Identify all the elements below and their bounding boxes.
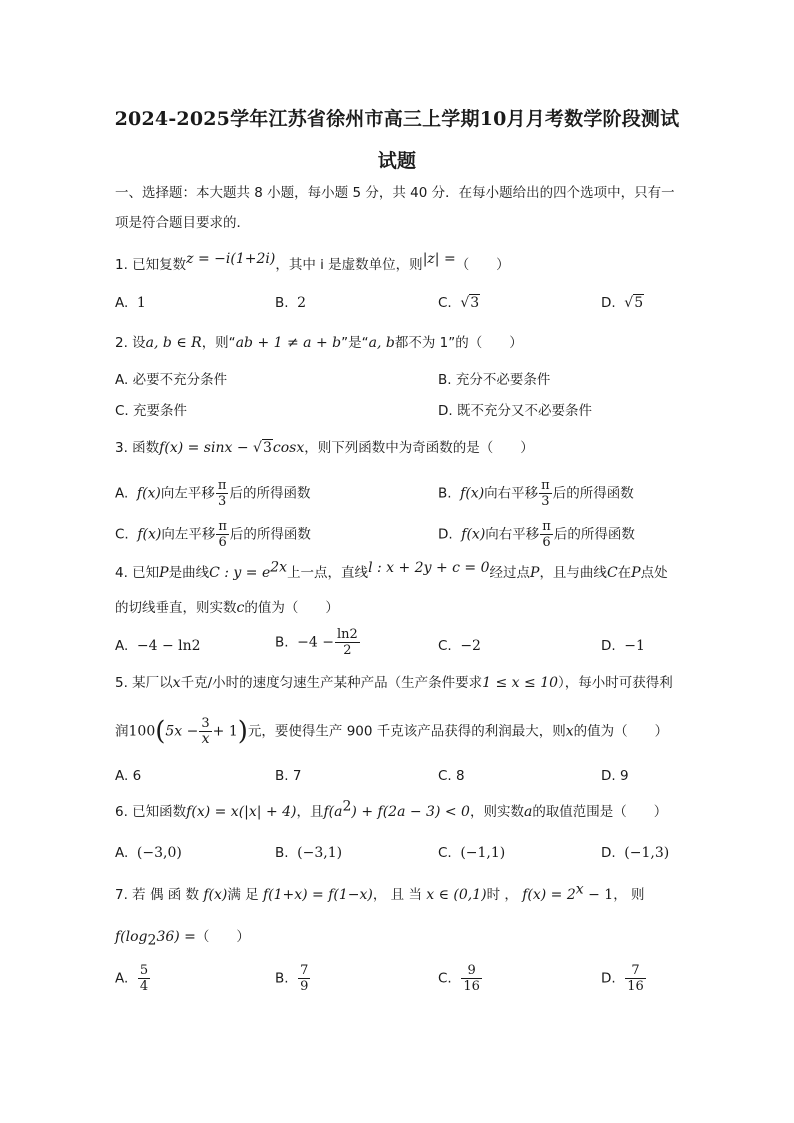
q4-option-c[interactable]: C. −2 [438, 638, 481, 654]
question-7: 7. 若 偶 函 数 f(x)满 足 f(1+x) = f(1−x)， 且 当 x ∈ (0,1)时 ， $f(x) = 2^x - 1$， 则 [115, 881, 645, 903]
q5-option-d[interactable]: D. 9 [601, 768, 629, 784]
question-5-continued: 润100(5x − $\frac{3}{x}$ + 1)元，要使得生产 900 千克该产品获得的利润最大，则x的值为（ ） [115, 716, 669, 747]
q7-option-b[interactable]: B. $\frac{7}{9}$ [275, 963, 309, 994]
question-6: 6. 已知函数f(x) = x(|x| + 4)，且$f(a^2) + f(2a - 3) < 0$，则实数a的取值范围是（ ） [115, 798, 668, 820]
q1-option-c[interactable]: C. √3 [438, 295, 480, 311]
q1-option-b[interactable]: B. 2 [275, 295, 307, 311]
question-4-continued: 的切线垂直，则实数c的值为（ ） [115, 600, 339, 616]
q4-option-d[interactable]: D. −1 [601, 638, 645, 654]
q7-option-d[interactable]: D. $\frac{7}{16}$ [601, 963, 644, 994]
q4-option-b[interactable]: B. −4 − $\frac{\ln 2}{2}$ [275, 627, 358, 658]
q7-option-c[interactable]: C. $\frac{9}{16}$ [438, 963, 480, 994]
question-4: 4. 已知P是曲线C : $y = e^{2x}$上一点，直线l : x + 2y + c = 0经过点P，且与曲线C在P点处 [115, 559, 668, 581]
q3-option-d[interactable]: D. f(x)向右平移 $\frac{\pi}{6}$ 后的所得函数 [438, 519, 635, 550]
q1-option-a[interactable]: A. 1 [115, 295, 146, 311]
page-title-continued: 试题 [377, 150, 417, 172]
q6-option-d[interactable]: D. (−1,3) [601, 845, 670, 861]
question-1: 1. 已知复数z = −i(1+2i)，其中 i 是虚数单位，则|z| =（ ） [115, 251, 510, 273]
q3-option-c[interactable]: C. f(x)向左平移 $\frac{\pi}{6}$ 后的所得函数 [115, 519, 311, 550]
q5-option-b[interactable]: B. 7 [275, 768, 302, 784]
q7-option-a[interactable]: A. $\frac{5}{4}$ [115, 963, 149, 994]
q5-option-a[interactable]: A. 6 [115, 768, 142, 784]
q2-option-b[interactable]: B. 充分不必要条件 [438, 372, 551, 388]
q3-option-a[interactable]: A. f(x)向左平移 $\frac{\pi}{3}$ 后的所得函数 [115, 478, 311, 509]
q6-option-c[interactable]: C. (−1,1) [438, 845, 506, 861]
section-heading-continued: 项是符合题目要求的． [115, 215, 250, 231]
section-heading: 一、选择题：本大题共 8 小题，每小题 5 分，共 40 分．在每小题给出的四个选项中，只有一 [115, 185, 675, 201]
q3-option-b[interactable]: B. f(x)向右平移 $\frac{\pi}{3}$ 后的所得函数 [438, 478, 634, 509]
q6-option-b[interactable]: B. (−3,1) [275, 845, 343, 861]
question-3: 3. 函数f(x) = sinx − √3cosx，则下列函数中为奇函数的是（ ） [115, 440, 534, 456]
q2-option-d[interactable]: D. 既不充分又不必要条件 [438, 403, 592, 419]
q4-option-a[interactable]: A. −4 − ln2 [115, 638, 201, 654]
question-7-continued: $f(\log_236)$ =（ ） [115, 929, 250, 949]
q1-option-d[interactable]: D. √5 [601, 295, 644, 311]
page-title: 2024-2025学年江苏省徐州市高三上学期10月月考数学阶段测试 [114, 108, 680, 130]
q2-option-a[interactable]: A. 必要不充分条件 [115, 372, 228, 388]
q5-option-c[interactable]: C. 8 [438, 768, 465, 784]
q6-option-a[interactable]: A. (−3,0) [115, 845, 182, 861]
q2-option-c[interactable]: C. 充要条件 [115, 403, 188, 419]
question-5: 5. 某厂以x千克/小时的速度匀速生产某种产品（生产条件要求1 ≤ x ≤ 10），每小时可获得利 [115, 675, 673, 691]
question-2: 2. 设a, b ∈ R，则“ab + 1 ≠ a + b”是“a, b都不为 1”的（ ） [115, 335, 523, 351]
